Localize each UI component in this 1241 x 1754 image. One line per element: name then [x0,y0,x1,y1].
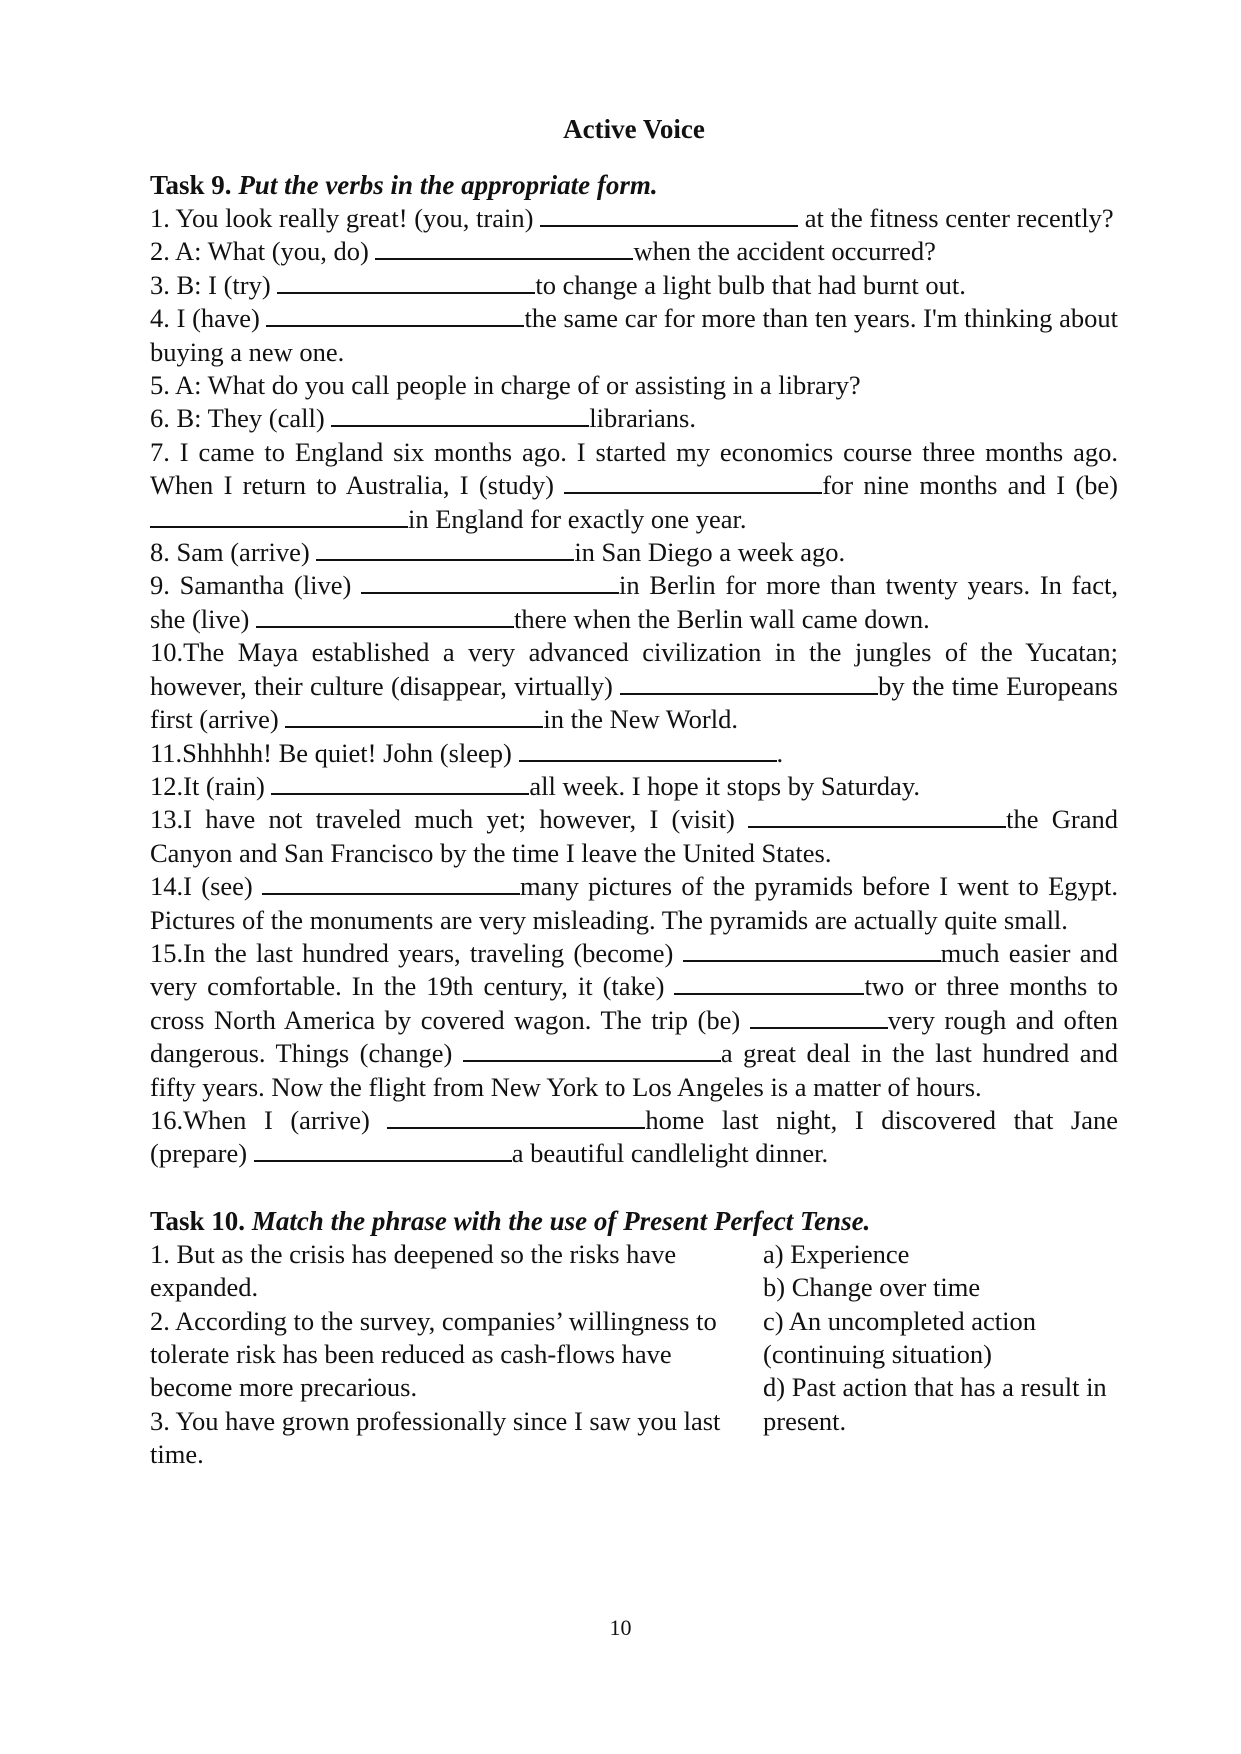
task9-instruction: Put the verbs in the appropriate form. [238,170,658,200]
task10-label: Task 10. [150,1205,246,1236]
answer-blank[interactable] [361,570,619,594]
page-number: 10 [609,1615,632,1640]
uses-column [763,1238,1118,1472]
answer-blank[interactable] [540,203,798,227]
answer-blank[interactable] [748,804,1006,828]
task9-item-10: 10.The Maya established a very advanced civilization in the jungles of the Yucatan; however, their culture (disappear, virtually) by the time Europeans first (arrive) in the New World. [150,637,1118,735]
task9-item-6: 6. B: They (call) librarians. [150,403,696,434]
use-item: d) Past action that has a result in present. [763,1372,1107,1436]
task9-item-7: 7. I came to England six months ago. I started my economics course three months ago. When I return to Australia, I (study) for nine months and I (be) in England for exactly one year. [150,436,1119,534]
phrase-item: 2. According to the survey, companies’ willingness to tolerate risk has been reduced as cash-flows have become more precarious. [150,1305,717,1403]
task9-item-14: 14.I (see) many pictures of the pyramids before I went to Egypt. Pictures of the monuments are very misleading. The pyramids are actually quite small. [150,871,1118,935]
task9-item-13: 13.I have not traveled much yet; however, I (visit) the Grand Canyon and San Francisco by the time I leave the United States. [150,804,1118,868]
answer-blank[interactable] [620,671,878,695]
task9-item-16: 16.When I (arrive) home last night, I discovered that Jane (prepare) a beautiful candlelight dinner. [150,1104,1118,1169]
page-content [150,112,1118,1472]
task9-item-9: 9. Samantha (live) in Berlin for more than twenty years. In fact, she (live) there when the Berlin wall came down. [150,570,1118,634]
answer-blank[interactable] [266,303,524,327]
answer-blank[interactable] [150,504,408,528]
phrases-column [150,1238,750,1472]
answer-blank[interactable] [285,704,543,728]
task9-label: Task 9. [150,170,232,200]
matching-columns [150,1238,1118,1472]
answer-blank[interactable] [262,871,520,895]
answer-blank[interactable] [750,1005,888,1029]
answer-blank[interactable] [254,1138,512,1162]
section-spacer [150,1171,1118,1204]
answer-blank[interactable] [683,938,941,962]
answer-blank[interactable] [256,604,514,628]
answer-blank[interactable] [375,236,633,260]
answer-blank[interactable] [316,537,574,561]
answer-blank[interactable] [387,1105,645,1129]
answer-blank[interactable] [331,403,589,427]
task9-item-1: 1. You look really great! (you, train) at the fitness center recently? [150,203,1114,233]
task10-instruction: Match the phrase with the use of Present Perfect Tense. [251,1205,871,1236]
task9-item-15: 15.In the last hundred years, traveling (become) much easier and very comfortable. In the 19th century, it (take) two or three months to cross North America by covered wagon. The trip (be) very rough and often dangerous. Things (change) a great deal in the last hundred and fifty years. Now the flight from New York to Los Angeles is a matter of hours. [150,937,1118,1102]
task9-item-3: 3. B: I (try) to change a light bulb that had burnt out. [150,269,966,300]
answer-blank[interactable] [674,971,864,995]
use-item: c) An uncompleted action (continuing situation) [763,1305,1037,1369]
answer-blank[interactable] [519,738,777,762]
phrase-item: 3. You have grown professionally since I saw you last time. [150,1405,721,1470]
page-title: Active Voice [563,114,705,144]
task9-item-11: 11.Shhhhh! Be quiet! John (sleep) . [150,737,784,768]
answer-blank[interactable] [564,470,822,494]
use-item: a) Experience [763,1238,910,1269]
answer-blank[interactable] [463,1038,721,1062]
task9-item-2: 2. A: What (you, do) when the accident occurred? [150,236,936,267]
task9-item-5: 5. A: What do you call people in charge of or assisting in a library? [150,370,861,401]
answer-blank[interactable] [277,270,535,294]
task9-item-12: 12.It (rain) all week. I hope it stops by Saturday. [150,770,920,801]
answer-blank[interactable] [271,771,529,795]
task9-item-4: 4. I (have) the same car for more than ten years. I'm thinking about buying a new one. [150,303,1118,367]
task10-heading [150,1204,1118,1238]
phrase-item: 1. But as the crisis has deepened so the risks have expanded. [150,1238,677,1303]
use-item: b) Change over time [763,1272,981,1303]
task9-heading [150,168,1118,202]
task9-item-8: 8. Sam (arrive) in San Diego a week ago. [150,537,846,568]
